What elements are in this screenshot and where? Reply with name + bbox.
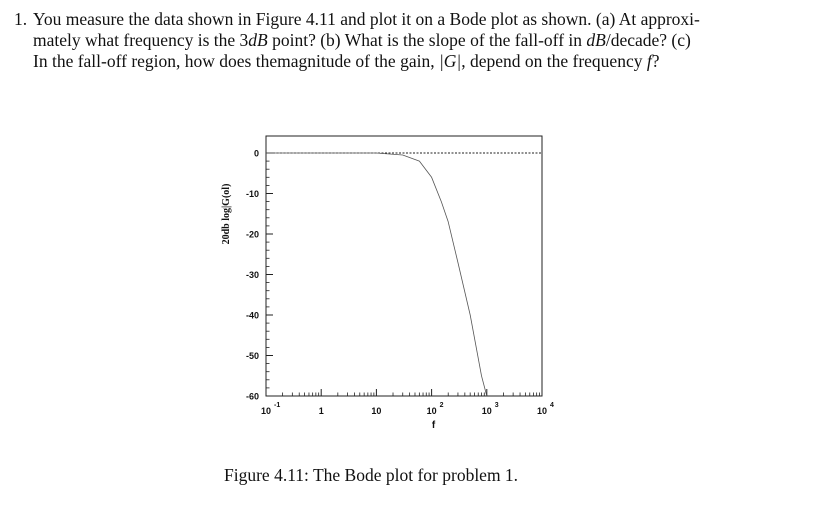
problem-line-1: You measure the data shown in Figure 4.11 and plot it on a Bode plot as shown. (a) At approxi- xyxy=(33,9,700,29)
y-tick-label: -50 xyxy=(245,351,259,361)
x-tick-label: 1 xyxy=(318,406,324,416)
series-line-gain xyxy=(266,153,487,396)
x-tick-label: 10 xyxy=(371,406,382,416)
line2-part-b: point? (b) What is the slope of the fall-off in xyxy=(267,30,587,50)
x-axis-label: f xyxy=(431,420,436,431)
figure-caption: Figure 4.11: The Bode plot for problem 1. xyxy=(224,465,519,485)
unit-db-b: dB xyxy=(586,30,606,50)
line3-part-c: ? xyxy=(651,51,660,71)
x-tick-exponent: 3 xyxy=(494,402,499,409)
y-tick-label: -10 xyxy=(245,189,259,199)
x-tick-exponent: 4 xyxy=(550,402,554,409)
line2-part-a: mately what frequency is the 3 xyxy=(33,30,249,50)
plot-frame xyxy=(266,136,542,396)
y-tick-label: 0 xyxy=(253,148,259,159)
y-tick-label: -40 xyxy=(245,310,259,321)
y-axis-label: 20db log|G(ol) xyxy=(221,183,232,245)
line2-part-c: /decade? (c) xyxy=(605,30,691,50)
y-tick-label: -30 xyxy=(245,270,259,280)
x-tick-exponent: 2 xyxy=(439,402,444,409)
x-tick-label: 10 xyxy=(260,406,272,416)
line3-part-b: , depend on the frequency xyxy=(461,51,647,71)
gain-symbol: |G| xyxy=(438,51,462,71)
x-tick-label: 10 xyxy=(426,406,437,416)
problem-number: 1. xyxy=(14,9,28,29)
frequency-symbol: f xyxy=(646,51,652,71)
x-tick-label: 10 xyxy=(481,406,492,416)
unit-db-a: dB xyxy=(248,30,268,50)
y-tick-label: -60 xyxy=(245,391,259,402)
x-tick-exponent: -1 xyxy=(274,402,281,409)
x-tick-label: 10 xyxy=(536,406,548,416)
line3-part-a: In the fall-off region, how does themagnitude of the gain, xyxy=(33,51,439,71)
y-tick-label: -20 xyxy=(245,229,259,240)
